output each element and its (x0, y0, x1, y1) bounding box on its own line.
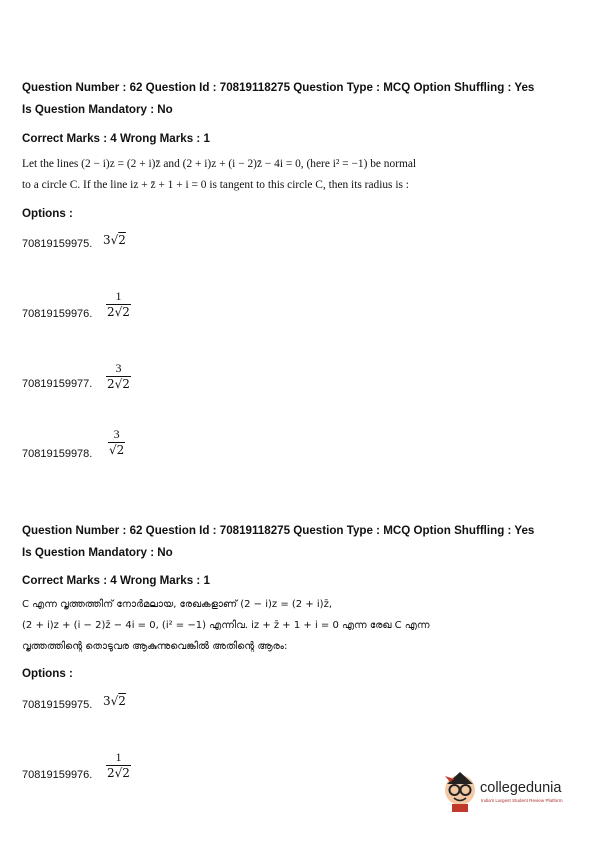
logo-tagline: India's Largest Student Review Platform (481, 798, 563, 803)
question-marks: Correct Marks : 4 Wrong Marks : 1 (22, 574, 210, 587)
option-row[interactable] (22, 651, 322, 711)
question-text (22, 594, 582, 657)
question-header: Question Number : 62 Question Id : 70819118275 Question Type : MCQ Option Shuffling : Yes (22, 524, 535, 537)
option-answer: $\frac{3}{√2}$ (109, 427, 125, 457)
question-block-english (22, 77, 582, 121)
option-answer: $\frac{3}{2√2}$ (107, 361, 130, 391)
option-id: 70819159976. (22, 769, 93, 781)
options-label: Options : (22, 667, 73, 680)
question-block-malayalam (22, 520, 582, 564)
option-answer: 3√2 (103, 233, 126, 247)
option-row[interactable] (22, 330, 322, 390)
question-mandatory: Is Question Mandatory : No (22, 546, 173, 559)
option-row[interactable] (22, 260, 322, 320)
options-label: Options : (22, 207, 73, 220)
option-id: 70819159978. (22, 448, 93, 460)
option-id: 70819159975. (22, 699, 93, 711)
question-text-line: (2 + i)z + (i − 2)z̄ − 4i = 0, (i² = −1) എന്നിവ. iz + z̄ + 1 + i = 0 എന്ന രേഖ C എന്ന (22, 620, 430, 631)
option-answer: $\frac{1}{2√2}$ (107, 289, 130, 319)
option-answer: 3√2 (103, 694, 126, 708)
question-text-line: Let the lines (2 − i)z = (2 + i)z̄ and (2 + i)z + (i − 2)z̄ − 4i = 0, (here i² = −1) be normal (22, 158, 417, 170)
question-header: Question Number : 62 Question Id : 70819118275 Question Type : MCQ Option Shuffling : Yes (22, 81, 535, 94)
question-text-line: C എന്ന വൃത്തത്തിന് നോർമലായ, രേഖകളാണ് (2 − i)z = (2 + i)z̄, (22, 599, 333, 610)
option-row[interactable] (22, 190, 322, 250)
question-text-line: to a circle C. If the line iz + z̄ + 1 + i = 0 is tangent to this circle C, then its radius is : (22, 179, 409, 191)
question-mandatory: Is Question Mandatory : No (22, 103, 173, 116)
question-text-line: വൃത്തത്തിന്റെ തൊടുവര ആകുന്നുവെങ്കിൽ അതിന്റെ ആരം: (22, 641, 288, 652)
option-id: 70819159975. (22, 238, 93, 250)
option-id: 70819159977. (22, 378, 93, 390)
option-id: 70819159976. (22, 308, 93, 320)
option-answer: $\frac{1}{2√2}$ (107, 750, 130, 780)
collegedunia-logo (442, 768, 582, 818)
mascot-icon (442, 768, 478, 812)
option-row[interactable] (22, 721, 322, 781)
logo-wordmark: collegedunia (480, 780, 562, 796)
option-row[interactable] (22, 400, 322, 460)
question-marks: Correct Marks : 4 Wrong Marks : 1 (22, 132, 210, 145)
